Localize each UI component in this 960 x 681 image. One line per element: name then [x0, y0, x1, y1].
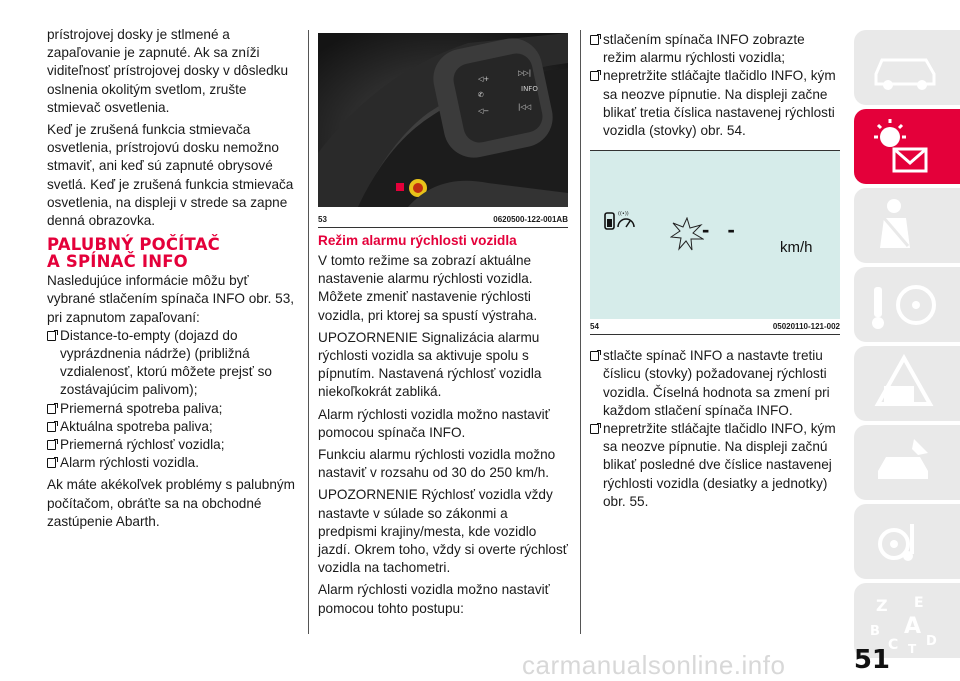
figure-code: 0620500-122-001AB [493, 215, 568, 224]
paragraph-note-beep: UPOZORNENIE Signalizácia alarmu rýchlosti vozidla sa aktivuje spolu s pípnutím. Nastavená rýchlosť vozidla niekoľkokrát zabliká. [318, 329, 542, 400]
paragraph-mode: V tomto režime sa zobrazí aktuálne nastavenie alarmu rýchlosti vozidla. Môžete zmeniť nastavenie rýchlosti vozidla, pri ktorej sa spustí výstraha. [318, 253, 538, 323]
tab-car-overview[interactable] [854, 30, 960, 105]
speed-unit: km/h [780, 239, 813, 257]
blink-indicator-icon [670, 217, 704, 251]
paragraph-info-intro: Nasledujúce informácie môžu byť vybrané stlačením spínača INFO obr. 53, pri zapnutom zapaľovaní: [47, 273, 295, 325]
tab-multimedia[interactable] [854, 504, 960, 579]
tab-warning-lights[interactable] [854, 109, 960, 184]
bullet-icon [590, 71, 599, 81]
multimedia-icon [854, 504, 960, 579]
index-letter: B [870, 624, 880, 639]
bullet-icon [47, 404, 56, 414]
figure-54 [590, 150, 840, 335]
svg-text:◁+: ◁+ [478, 75, 490, 83]
column-right [590, 31, 840, 511]
page-number: 51 [853, 645, 890, 675]
svg-text:((•)): ((•)) [618, 211, 629, 218]
list-item: stlačením spínača INFO zobrazte režim alarmu rýchlosti vozidla; [590, 31, 840, 67]
bullet-icon [47, 331, 56, 341]
starting-driving-icon [854, 267, 960, 342]
list-item: Priemerná spotreba paliva; [47, 400, 297, 418]
bullet-icon [47, 422, 56, 432]
list-item: Priemerná rýchlosť vozidla; [47, 436, 297, 454]
figure-number: 54 [590, 322, 599, 332]
index-letter: T [908, 642, 917, 656]
bullet-icon [47, 458, 56, 468]
list-item: stlačte spínač INFO a nastavte tretiu číslicu (stovky) požadovanej rýchlosti vozidla. Číselná hodnota sa zmení pri každom stlačení spínača INFO. [590, 347, 840, 420]
tab-safety[interactable] [854, 188, 960, 263]
car-overview-icon [854, 30, 960, 105]
speed-dashes: - - [702, 217, 741, 243]
steering-wheel-photo [318, 33, 568, 207]
svg-text:◁−: ◁− [478, 107, 490, 115]
column-divider [308, 30, 309, 634]
index-letter: Z [876, 596, 888, 615]
index-letter: C [888, 637, 899, 653]
paragraph-procedure: Alarm rýchlosti vozidla možno nastaviť pomocou tohto postupu: [318, 582, 550, 616]
figure-53 [318, 33, 568, 228]
tab-maintenance[interactable] [854, 425, 960, 500]
list-item: nepretržite stláčajte tlačidlo INFO, kým sa neozve pípnutie. Na displeji začnú blikať posledné dve číslice nastavenej rýchlosti vozidla (desiatky a jednotky) obr. 55. [590, 420, 840, 511]
column-left [47, 26, 297, 531]
index-letter: A [904, 614, 922, 639]
column-divider [580, 30, 581, 634]
paragraph-support: Ak máte akékoľvek problémy s palubným počítačom, obráťte sa na obchodné zastúpenie Abarth. [47, 477, 296, 529]
figure-caption [590, 319, 840, 334]
paragraph-note-law: UPOZORNENIE Rýchlosť vozidla vždy nastavte v súlade so zákonmi a predpismi krajiny/mesta, kde vozidlo jazdí. Okrem toho, vždy si overte rýchlosť vozidla na tachometri. [318, 487, 568, 576]
list-item: Alarm rýchlosti vozidla. [47, 454, 297, 472]
bullet-icon [47, 440, 56, 450]
section-heading-line1: PALUBNÝ POČÍTAČ [47, 235, 220, 255]
column-middle [318, 33, 568, 618]
paragraph-dimmer-cancel: Keď je zrušená funkcia stmievača osvetlenia, prístrojovú dosku nemožno stmaviť, ani keď sú zapnuté obrysové svetlá. Keď je zrušená funkcia stmievača osvetlenia, na displeji v strede sa zapne denná obrazovka. [47, 122, 294, 229]
maintenance-icon [854, 425, 960, 500]
figure-code: 05020110-121-002 [772, 322, 840, 332]
index-letter: E [914, 595, 924, 611]
figure-caption [318, 212, 568, 227]
section-heading [47, 236, 297, 270]
figure-number: 53 [318, 215, 327, 224]
watermark: carmanualsonline.info [522, 650, 786, 680]
index-letter: D [926, 634, 937, 649]
svg-text:|◁◁: |◁◁ [518, 103, 532, 111]
display-panel [590, 151, 840, 319]
warning-lights-icon [854, 109, 960, 184]
paragraph-range: Funkciu alarmu rýchlosti vozidla možno nastaviť v rozsahu od 30 do 250 km/h. [318, 447, 556, 481]
section-heading-line2: A SPÍNAČ INFO [47, 252, 188, 272]
list-item: nepretržite stláčajte tlačidlo INFO, kým sa neozve pípnutie. Na displeji začne blikať tretia číslica nastavenej rýchlosti vozidla (stovky) obr. 54. [590, 67, 840, 140]
safety-icon [854, 188, 960, 263]
bullet-icon [590, 35, 599, 45]
paragraph-dimmer-intro: prístrojovej dosky je stlmené a zapaľovanie je zapnuté. Ak sa zníži viditeľnosť prístrojovej dosky v dôsledku oslnenia okolitým svetlom, zrušte stmievač osvetlenia. [47, 27, 289, 115]
svg-text:INFO: INFO [521, 85, 538, 93]
tab-starting-driving[interactable] [854, 267, 960, 342]
subsection-heading: Režim alarmu rýchlosti vozidla [318, 233, 517, 248]
tab-emergency[interactable] [854, 346, 960, 421]
bullet-icon [590, 351, 599, 361]
speed-alarm-icon [604, 209, 636, 233]
emergency-icon [854, 346, 960, 421]
svg-text:▷▷|: ▷▷| [518, 69, 532, 77]
svg-text:✆: ✆ [478, 91, 484, 99]
paragraph-setting: Alarm rýchlosti vozidla možno nastaviť pomocou spínača INFO. [318, 406, 550, 440]
list-item: Aktuálna spotreba paliva; [47, 418, 297, 436]
list-item: Distance-to-empty (dojazd do vyprázdnenia nádrže) (približná vzdialenosť, ktorú môžete prejsť so zostávajúcim palivom); [47, 327, 297, 400]
bullet-icon [590, 424, 599, 434]
